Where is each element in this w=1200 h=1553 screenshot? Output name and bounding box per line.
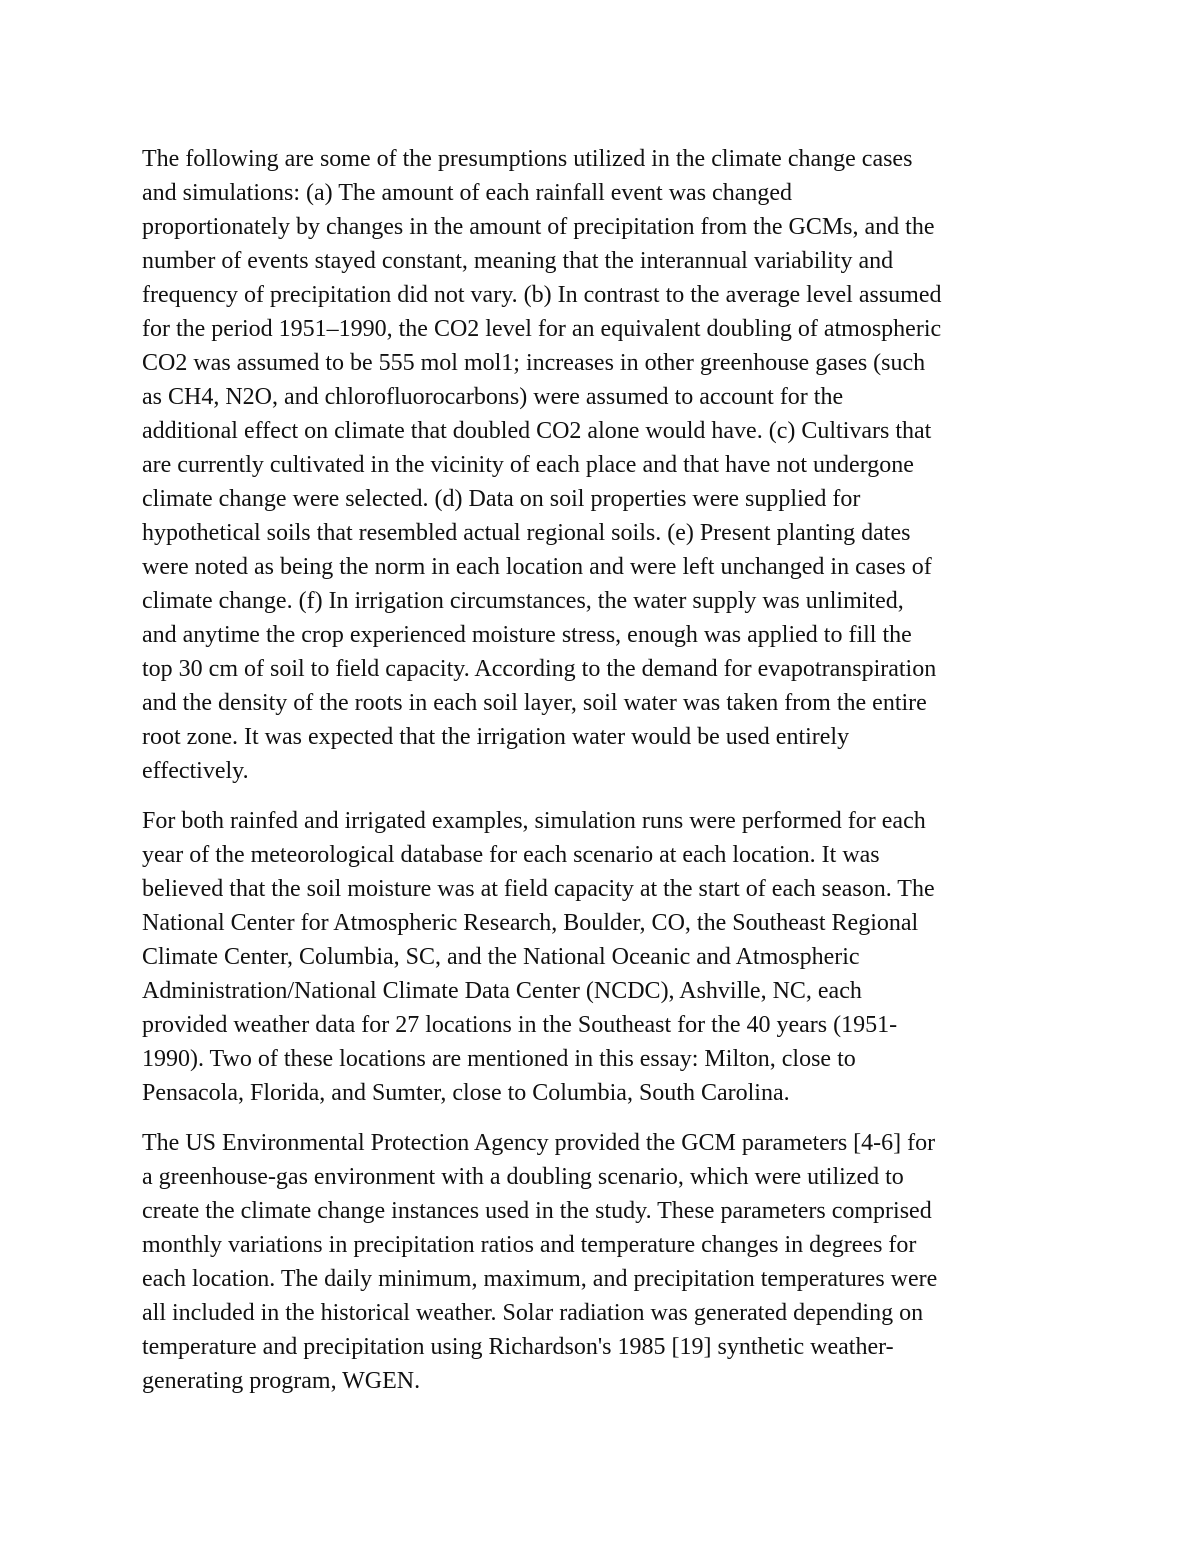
text-line: monthly variations in precipitation ratios and temperature changes in degrees for	[142, 1232, 917, 1258]
text-line: Pensacola, Florida, and Sumter, close to Columbia, South Carolina.	[142, 1080, 790, 1106]
text-line: Administration/National Climate Data Center (NCDC), Ashville, NC, each	[142, 978, 862, 1004]
text-line: number of events stayed constant, meaning that the interannual variability and	[142, 248, 894, 274]
text-line: For both rainfed and irrigated examples, simulation runs were performed for each	[142, 808, 926, 834]
text-line: root zone. It was expected that the irrigation water would be used entirely	[142, 724, 850, 750]
text-line: effectively.	[142, 758, 249, 784]
text-line: proportionately by changes in the amount of precipitation from the GCMs, and the	[142, 214, 935, 240]
text-line: are currently cultivated in the vicinity of each place and that have not undergone	[142, 452, 914, 478]
text-line: climate change. (f) In irrigation circumstances, the water supply was unlimited,	[142, 588, 904, 614]
text-line: additional effect on climate that doubled CO2 alone would have. (c) Cultivars that	[142, 418, 932, 444]
text-line: and the density of the roots in each soil layer, soil water was taken from the entire	[142, 690, 927, 716]
text-line: National Center for Atmospheric Research, Boulder, CO, the Southeast Regional	[142, 910, 919, 936]
text-line: and simulations: (a) The amount of each rainfall event was changed	[142, 180, 792, 206]
text-line: The US Environmental Protection Agency provided the GCM parameters [4-6] for	[142, 1130, 936, 1156]
text-line: for the period 1951–1990, the CO2 level for an equivalent doubling of atmospheric	[142, 316, 942, 342]
text-line: all included in the historical weather. Solar radiation was generated depending on	[142, 1300, 924, 1326]
paragraph-2	[142, 804, 1062, 1110]
text-line: create the climate change instances used in the study. These parameters comprised	[142, 1198, 932, 1224]
text-line: Climate Center, Columbia, SC, and the National Oceanic and Atmospheric	[142, 944, 860, 970]
text-line: year of the meteorological database for each scenario at each location. It was	[142, 842, 880, 868]
text-line: top 30 cm of soil to field capacity. According to the demand for evapotranspiration	[142, 656, 937, 682]
text-line: as CH4, N2O, and chlorofluorocarbons) were assumed to account for the	[142, 384, 844, 410]
text-line: The following are some of the presumptions utilized in the climate change cases	[142, 146, 913, 172]
document-body	[142, 142, 1062, 1414]
text-line: were noted as being the norm in each location and were left unchanged in cases of	[142, 554, 932, 580]
text-line: believed that the soil moisture was at field capacity at the start of each season. The	[142, 876, 935, 902]
paragraph-1	[142, 142, 1062, 788]
text-line: and anytime the crop experienced moisture stress, enough was applied to fill the	[142, 622, 912, 648]
text-line: climate change were selected. (d) Data on soil properties were supplied for	[142, 486, 861, 512]
text-line: generating program, WGEN.	[142, 1368, 421, 1394]
text-line: hypothetical soils that resembled actual regional soils. (e) Present planting dates	[142, 520, 911, 546]
text-line: provided weather data for 27 locations in the Southeast for the 40 years (1951-	[142, 1012, 898, 1038]
text-line: a greenhouse-gas environment with a doubling scenario, which were utilized to	[142, 1164, 904, 1190]
text-line: CO2 was assumed to be 555 mol mol1; increases in other greenhouse gases (such	[142, 350, 926, 376]
text-line: each location. The daily minimum, maximum, and precipitation temperatures were	[142, 1266, 938, 1292]
text-line: frequency of precipitation did not vary. (b) In contrast to the average level assumed	[142, 282, 942, 308]
text-line: temperature and precipitation using Richardson's 1985 [19] synthetic weather-	[142, 1334, 894, 1360]
text-line: 1990). Two of these locations are mentioned in this essay: Milton, close to	[142, 1046, 856, 1072]
paragraph-3	[142, 1126, 1062, 1398]
